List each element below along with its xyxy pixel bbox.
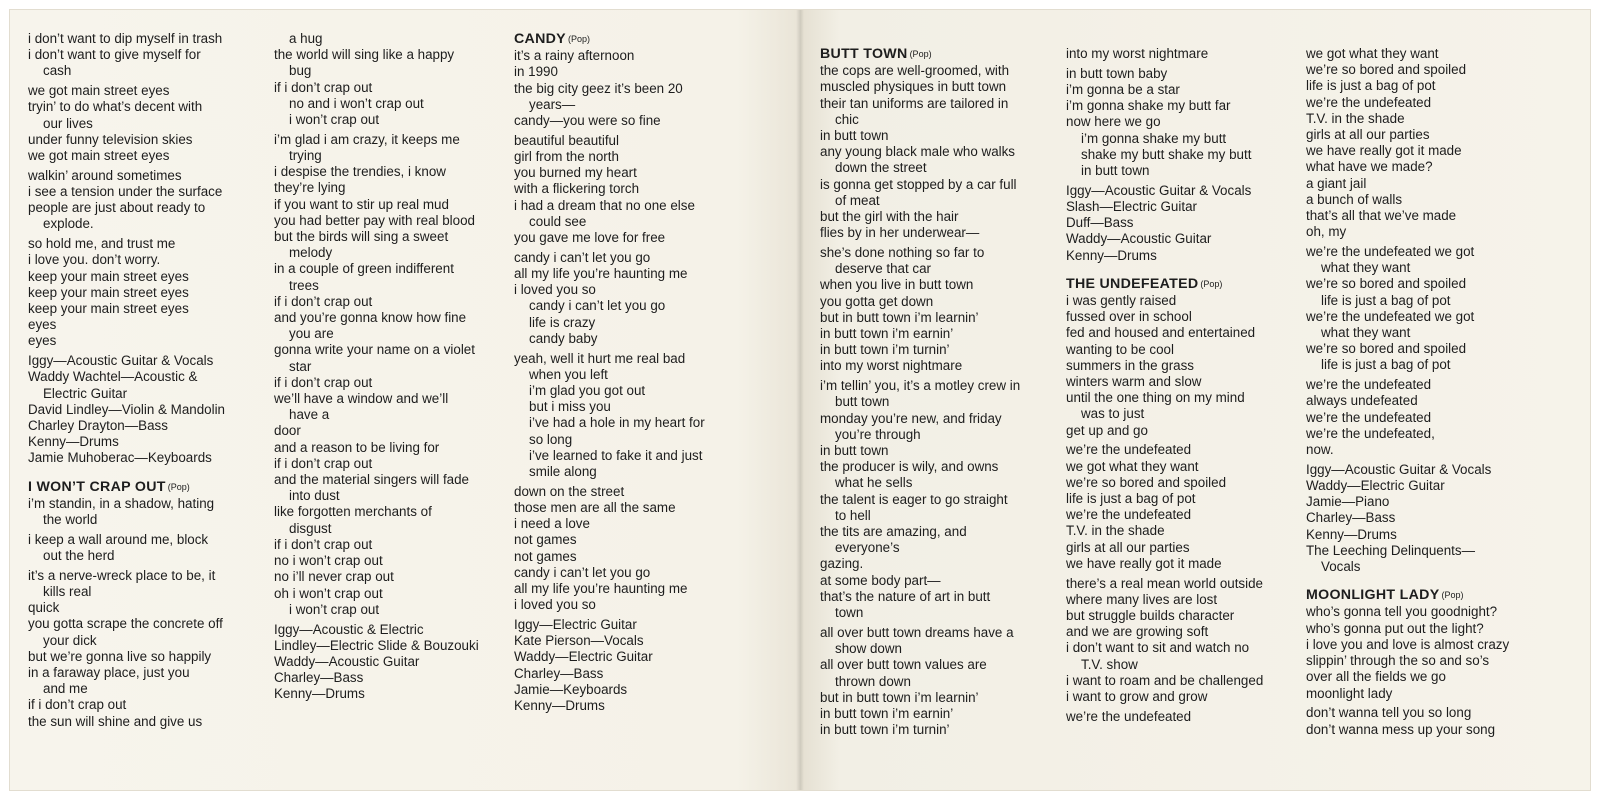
- lyric-line: i don’t want to give myself for: [28, 47, 201, 63]
- lyric-line: all my life you’re haunting me: [514, 581, 688, 597]
- lyric-line: the tits are amazing, and: [820, 524, 967, 540]
- lyric-line: summers in the grass: [1066, 357, 1194, 373]
- lyric-stanza: [514, 351, 742, 481]
- lyric-line: chic: [835, 111, 859, 127]
- lyric-line: Waddy—Acoustic Guitar: [274, 653, 420, 669]
- lyric-line: Charley—Bass: [274, 670, 364, 686]
- lyric-line: in butt town i’m turnin’: [820, 722, 950, 738]
- lyric-line: we got main street eyes: [28, 148, 170, 164]
- lyric-line: Charley—Bass: [514, 665, 604, 681]
- lyric-line: i’m tellin’ you, it’s a motley crew in: [820, 378, 1021, 394]
- lyric-line: i was gently raised: [1066, 293, 1177, 309]
- lyric-line: who’s gonna tell you goodnight?: [1306, 604, 1498, 620]
- lyric-line: they’re lying: [274, 180, 346, 196]
- lyric-line: with a flickering torch: [514, 181, 640, 197]
- lyric-line: what have we made?: [1306, 159, 1433, 175]
- lyric-line: who’s gonna put out the light?: [1306, 620, 1484, 636]
- lyric-line: Kate Pierson—Vocals: [514, 633, 644, 649]
- lyric-line: and you’re gonna know how fine: [274, 310, 467, 326]
- lyric-line: a giant jail: [1306, 175, 1367, 191]
- lyric-line: down the street: [835, 160, 927, 176]
- lyric-line: not games: [514, 548, 577, 564]
- lyric-line: i love you and love is almost crazy: [1306, 636, 1510, 652]
- lyric-line: butt town: [835, 394, 890, 410]
- lyric-line: was to just: [1081, 406, 1145, 422]
- lyric-stanza: [28, 353, 256, 466]
- lyric-line: Slash—Electric Guitar: [1066, 199, 1197, 215]
- lyric-line: there’s a real mean world outside: [1066, 575, 1264, 591]
- lyric-line: life is just a bag of pot: [1066, 491, 1196, 507]
- lyric-line: candy i can’t let you go: [529, 298, 666, 314]
- lyric-line: monday you’re new, and friday: [820, 410, 1002, 426]
- lyric-line: all my life you’re haunting me: [514, 266, 688, 282]
- lyric-line: a bunch of walls: [1306, 191, 1403, 207]
- lyric-line: i’m glad you got out: [529, 383, 646, 399]
- lyric-stanza: [28, 31, 256, 80]
- lyric-line: so long: [529, 431, 573, 447]
- lyric-line: gonna write your name on a violet: [274, 342, 475, 358]
- lyric-line: if i don’t crap out: [274, 79, 373, 95]
- lyric-line: those men are all the same: [514, 500, 676, 516]
- lyric-line: into my worst nightmare: [820, 358, 963, 374]
- lyric-line: Kenny—Drums: [1306, 526, 1397, 542]
- lyric-line: Vocals: [1321, 559, 1361, 575]
- lyric-line: tryin’ to do what’s decent with: [28, 99, 203, 115]
- lyric-stanza: [28, 83, 256, 164]
- lyric-line: you had better pay with real blood: [274, 212, 475, 228]
- lyric-line: T.V. show: [1081, 656, 1138, 672]
- lyric-line: a hug: [289, 31, 323, 46]
- lyric-line: smile along: [529, 464, 597, 480]
- lyric-line: door: [274, 423, 301, 439]
- lyric-line: we have really got it made: [1066, 555, 1222, 571]
- lyric-line: Charley—Bass: [1306, 510, 1396, 526]
- lyric-line: any young black male who walks: [820, 144, 1016, 160]
- lyric-line: life is just a bag of pot: [1321, 357, 1451, 373]
- lyric-line: in butt town i’m earnin’: [820, 326, 954, 342]
- genre-tag: (Pop): [1441, 590, 1464, 601]
- song-title: [28, 479, 256, 495]
- lyric-line: thrown down: [835, 673, 911, 689]
- lyric-line: Waddy—Electric Guitar: [514, 649, 653, 665]
- lyric-stanza: [514, 617, 742, 714]
- genre-tag: (Pop): [567, 34, 590, 44]
- lyric-line: we got what they want: [1306, 46, 1439, 61]
- lyric-stanza: [274, 132, 502, 618]
- lyric-stanza: [1066, 66, 1294, 179]
- lyric-line: like forgotten merchants of: [274, 504, 432, 520]
- song-title: [1306, 587, 1534, 603]
- lyric-line: the world: [43, 512, 98, 528]
- lyric-line: i see a tension under the surface: [28, 184, 223, 200]
- lyric-line: at some body part—: [820, 572, 941, 588]
- lyric-line: and me: [43, 681, 88, 697]
- lyric-line: what they want: [1321, 260, 1411, 276]
- lyrics-column-4: [820, 46, 1048, 742]
- lyric-line: Electric Guitar: [43, 385, 128, 401]
- lyric-line: don’t wanna mess up your song: [1306, 721, 1496, 737]
- lyric-stanza: [1066, 293, 1294, 439]
- lyric-line: we’re the undefeated,: [1306, 425, 1435, 441]
- lyric-line: in 1990: [514, 64, 558, 80]
- lyric-line: in a couple of green indifferent: [274, 261, 454, 277]
- lyric-line: i’m gonna shake my butt: [1081, 130, 1227, 146]
- lyric-line: girls at all our parties: [1066, 539, 1190, 555]
- lyric-line: i need a love: [514, 516, 590, 532]
- lyric-line: i’m gonna be a star: [1066, 82, 1180, 97]
- lyric-line: we’re so bored and spoiled: [1306, 62, 1467, 78]
- lyric-stanza: [1066, 183, 1294, 264]
- lyric-line: i want to grow and grow: [1066, 689, 1208, 705]
- lyric-line: Iggy—Acoustic & Electric: [274, 621, 424, 637]
- lyric-line: we’re the undefeated we got: [1306, 244, 1475, 260]
- lyric-line: in butt town i’m turnin’: [820, 342, 950, 358]
- lyric-stanza: [1306, 244, 1534, 374]
- lyric-line: T.V. in the shade: [1066, 523, 1165, 539]
- lyric-stanza: [514, 133, 742, 246]
- lyric-line: that’s the nature of art in butt: [820, 588, 991, 604]
- lyric-line: girl from the north: [514, 149, 619, 165]
- lyric-line: in butt town baby: [1066, 65, 1168, 81]
- lyric-stanza: [1306, 705, 1534, 737]
- lyric-line: girls at all our parties: [1306, 127, 1430, 143]
- lyric-line: the cops are well-groomed, with: [820, 63, 1010, 79]
- lyric-line: when you live in butt town: [820, 277, 974, 293]
- lyric-line: that’s all that we’ve made: [1306, 208, 1457, 224]
- lyric-line: Duff—Bass: [1066, 215, 1134, 231]
- lyric-stanza: [1306, 46, 1534, 240]
- lyric-line: bug: [289, 63, 312, 79]
- lyric-line: but in butt town i’m learnin’: [820, 309, 979, 325]
- lyric-line: Kenny—Drums: [28, 434, 119, 450]
- lyric-line: down on the street: [514, 483, 625, 499]
- lyric-stanza: [28, 168, 256, 233]
- lyric-line: under funny television skies: [28, 131, 193, 147]
- song-title-text: BUTT TOWN: [820, 46, 908, 62]
- lyric-line: it’s a rainy afternoon: [514, 48, 635, 64]
- lyric-line: no i won’t crap out: [274, 553, 383, 569]
- lyric-line: our lives: [43, 115, 93, 131]
- lyric-line: what they want: [1321, 325, 1411, 341]
- lyric-line: Waddy Wachtel—Acoustic &: [28, 369, 198, 385]
- lyric-line: in a faraway place, just you: [28, 665, 190, 681]
- lyric-line: but the girl with the hair: [820, 209, 959, 225]
- lyric-line: Jamie—Piano: [1306, 494, 1390, 510]
- lyric-line: walkin’ around sometimes: [28, 167, 182, 183]
- lyric-line: disgust: [289, 520, 332, 536]
- lyric-line: i loved you so: [514, 597, 596, 613]
- lyric-line: you’re through: [835, 426, 921, 442]
- lyric-line: the sun will shine and give us: [28, 713, 203, 729]
- lyric-line: show down: [835, 641, 902, 657]
- lyric-line: we got what they want: [1066, 458, 1199, 474]
- lyric-line: you gave me love for free: [514, 230, 666, 246]
- lyric-line: get up and go: [1066, 422, 1148, 438]
- song-title: [820, 46, 1048, 62]
- lyric-line: Charley Drayton—Bass: [28, 418, 168, 434]
- lyric-line: if i don’t crap out: [274, 374, 373, 390]
- lyric-line: but the birds will sing a sweet: [274, 229, 449, 245]
- lyric-line: you burned my heart: [514, 165, 637, 181]
- lyric-line: you gotta scrape the concrete off: [28, 616, 223, 632]
- lyric-line: we’re the undefeated we got: [1306, 308, 1475, 324]
- lyric-line: we’re the undefeated: [1306, 94, 1432, 110]
- lyric-line: Lindley—Electric Slide & Bouzouki: [274, 637, 479, 653]
- lyric-line: always undefeated: [1306, 393, 1418, 409]
- lyric-line: i won’t crap out: [289, 601, 380, 617]
- lyric-line: what he sells: [835, 475, 913, 491]
- lyric-stanza: [1066, 46, 1294, 62]
- lyric-line: years—: [529, 96, 576, 112]
- lyric-line: now here we go: [1066, 114, 1161, 130]
- lyric-line: eyes: [28, 333, 57, 349]
- lyric-line: Jamie—Keyboards: [514, 681, 628, 697]
- song-title-text: MOONLIGHT LADY: [1306, 587, 1440, 604]
- lyric-line: we have really got it made: [1306, 143, 1462, 159]
- lyric-line: out the herd: [43, 548, 115, 564]
- song-title-text: THE UNDEFEATED: [1066, 275, 1199, 292]
- lyric-line: we’re so bored and spoiled: [1306, 341, 1467, 357]
- lyric-line: candy i can’t let you go: [514, 249, 651, 265]
- lyric-line: keep your main street eyes: [28, 268, 189, 284]
- lyric-stanza: [820, 63, 1048, 241]
- lyric-line: Jamie Muhoberac—Keyboards: [28, 450, 212, 466]
- lyric-line: i despise the trendies, i know: [274, 164, 446, 180]
- lyric-line: Waddy—Electric Guitar: [1306, 478, 1445, 494]
- lyric-line: if i don’t crap out: [274, 455, 373, 471]
- lyric-line: but struggle builds character: [1066, 608, 1235, 624]
- lyric-line: into my worst nightmare: [1066, 46, 1209, 61]
- lyric-line: we’ll have a window and we’ll: [274, 391, 449, 407]
- lyric-line: the big city geez it’s been 20: [514, 80, 683, 96]
- lyric-stanza: [514, 250, 742, 347]
- genre-tag: (Pop): [167, 481, 190, 492]
- lyric-line: if i don’t crap out: [28, 697, 127, 713]
- lyric-line: slippin’ through the so and so’s: [1306, 653, 1490, 669]
- lyric-line: in butt town: [1081, 163, 1150, 179]
- lyric-line: moonlight lady: [1306, 685, 1393, 701]
- lyric-stanza: [1066, 576, 1294, 706]
- lyric-line: until the one thing on my mind: [1066, 390, 1245, 406]
- lyric-line: Iggy—Acoustic Guitar & Vocals: [1306, 461, 1492, 477]
- lyric-line: oh i won’t crap out: [274, 585, 383, 601]
- lyric-stanza: [1306, 462, 1534, 575]
- lyric-line: you gotta get down: [820, 293, 934, 309]
- lyric-line: it’s a nerve-wreck place to be, it: [28, 567, 216, 583]
- lyric-stanza: [820, 625, 1048, 738]
- lyric-line: deserve that car: [835, 261, 932, 277]
- lyric-line: i’m glad i am crazy, it keeps me: [274, 131, 460, 147]
- lyric-line: i’ve learned to fake it and just: [529, 447, 703, 463]
- lyric-line: yeah, well it hurt me real bad: [514, 350, 686, 366]
- lyric-line: all over butt town values are: [820, 657, 987, 673]
- lyric-stanza: [274, 622, 502, 703]
- lyric-line: we’re the undefeated: [1066, 442, 1192, 458]
- lyric-stanza: [1306, 377, 1534, 458]
- lyric-line: she’s done nothing so far to: [820, 245, 985, 261]
- lyric-line: no and i won’t crap out: [289, 95, 424, 111]
- lyric-line: T.V. in the shade: [1306, 110, 1405, 126]
- lyric-line: life is crazy: [529, 314, 596, 330]
- lyric-stanza: [820, 378, 1048, 621]
- lyric-line: you are: [289, 326, 334, 342]
- lyric-line: and we are growing soft: [1066, 624, 1209, 640]
- lyric-line: i love you. don’t worry.: [28, 252, 161, 268]
- lyric-line: in butt town: [820, 443, 889, 459]
- lyric-line: don’t wanna tell you so long: [1306, 705, 1472, 721]
- lyric-line: Kenny—Drums: [1066, 247, 1157, 263]
- lyric-line: quick: [28, 600, 60, 616]
- lyric-line: and a reason to be living for: [274, 439, 440, 455]
- lyric-stanza: [1066, 709, 1294, 725]
- lyric-line: so hold me, and trust me: [28, 236, 176, 252]
- lyric-line: your dick: [43, 632, 97, 648]
- lyric-line: The Leeching Delinquents—: [1306, 542, 1475, 558]
- lyric-line: Kenny—Drums: [514, 698, 605, 714]
- lyric-line: life is just a bag of pot: [1306, 78, 1436, 94]
- lyric-line: all over butt town dreams have a: [820, 624, 1014, 640]
- lyric-stanza: [274, 31, 502, 128]
- lyrics-column-5: [1066, 46, 1294, 729]
- lyric-line: the producer is wily, and owns: [820, 459, 999, 475]
- lyric-line: in butt town i’m earnin’: [820, 705, 954, 721]
- lyrics-column-6: [1306, 46, 1534, 741]
- lyric-line: where many lives are lost: [1066, 591, 1218, 607]
- lyric-stanza: [1066, 442, 1294, 572]
- lyric-line: kills real: [43, 584, 92, 600]
- lyric-stanza: [28, 496, 256, 528]
- lyric-line: trees: [289, 277, 319, 293]
- lyric-line: i keep a wall around me, block: [28, 531, 209, 547]
- lyric-line: if you want to stir up real mud: [274, 196, 449, 212]
- lyric-line: Iggy—Acoustic Guitar & Vocals: [1066, 182, 1252, 198]
- lyric-line: star: [289, 358, 312, 374]
- lyrics-column-1: [28, 31, 256, 733]
- lyric-line: i’ve had a hole in my heart for: [529, 415, 705, 431]
- lyric-line: the talent is eager to go straight: [820, 491, 1008, 507]
- lyric-line: cash: [43, 63, 72, 79]
- lyric-line: candy—you were so fine: [514, 113, 661, 129]
- lyric-line: i loved you so: [514, 282, 596, 298]
- lyric-line: i had a dream that no one else: [514, 197, 695, 213]
- lyric-line: wanting to be cool: [1066, 341, 1174, 357]
- lyric-line: of meat: [835, 192, 880, 208]
- lyric-line: oh, my: [1306, 224, 1347, 240]
- lyric-line: i don’t want to sit and watch no: [1066, 640, 1250, 656]
- lyric-line: fed and housed and entertained: [1066, 325, 1256, 341]
- lyric-line: we got main street eyes: [28, 83, 170, 99]
- lyric-line: trying: [289, 148, 322, 164]
- lyric-line: now.: [1306, 442, 1334, 458]
- lyric-line: town: [835, 605, 864, 621]
- song-title-text: I WON’T CRAP OUT: [28, 478, 166, 495]
- lyric-line: but i miss you: [529, 399, 611, 415]
- genre-tag: (Pop): [909, 49, 932, 59]
- lyric-line: we’re so bored and spoiled: [1066, 474, 1227, 490]
- lyric-line: fussed over in school: [1066, 309, 1192, 325]
- lyric-line: but we’re gonna live so happily: [28, 648, 212, 664]
- genre-tag: (Pop): [1200, 278, 1223, 289]
- lyric-line: we’re the undefeated: [1306, 409, 1432, 425]
- song-title: [514, 31, 742, 47]
- lyric-line: candy baby: [529, 330, 598, 346]
- lyric-line: life is just a bag of pot: [1321, 292, 1451, 308]
- lyric-line: have a: [289, 407, 330, 423]
- lyrics-column-2: [274, 31, 502, 706]
- lyric-line: Iggy—Acoustic Guitar & Vocals: [28, 353, 214, 369]
- lyric-line: in butt town: [820, 128, 889, 144]
- lyric-line: muscled physiques in butt town: [820, 79, 1007, 95]
- lyric-line: i want to roam and be challenged: [1066, 672, 1264, 688]
- lyric-line: beautiful beautiful: [514, 132, 619, 148]
- lyric-line: explode.: [43, 216, 94, 232]
- lyric-line: over all the fields we go: [1306, 669, 1446, 685]
- lyric-line: Waddy—Acoustic Guitar: [1066, 231, 1212, 247]
- lyric-line: Kenny—Drums: [274, 686, 365, 702]
- lyric-line: eyes: [28, 317, 57, 333]
- lyric-stanza: [1306, 604, 1534, 701]
- lyric-line: to hell: [835, 507, 871, 523]
- lyric-line: into dust: [289, 488, 340, 504]
- lyric-line: keep your main street eyes: [28, 284, 189, 300]
- lyric-line: and the material singers will fade: [274, 472, 470, 488]
- lyric-line: if i don’t crap out: [274, 536, 373, 552]
- lyric-line: Iggy—Electric Guitar: [514, 617, 637, 633]
- lyric-line: i don’t want to dip myself in trash: [28, 31, 223, 46]
- lyric-stanza: [514, 48, 742, 129]
- lyric-line: no i’ll never crap out: [274, 569, 394, 585]
- lyric-line: shake my butt shake my butt: [1081, 146, 1252, 162]
- lyric-line: keep your main street eyes: [28, 301, 189, 317]
- lyric-line: not games: [514, 532, 577, 548]
- lyric-line: gazing.: [820, 556, 864, 572]
- lyric-line: the world will sing like a happy: [274, 47, 455, 63]
- lyric-stanza: [820, 245, 1048, 375]
- lyric-stanza: [28, 532, 256, 564]
- lyric-line: we’re the undefeated: [1306, 377, 1432, 393]
- lyric-line: is gonna get stopped by a car full: [820, 176, 1017, 192]
- lyric-line: we’re so bored and spoiled: [1306, 276, 1467, 292]
- lyric-line: everyone’s: [835, 540, 900, 556]
- lyric-line: people are just about ready to: [28, 200, 206, 216]
- lyric-line: if i don’t crap out: [274, 293, 373, 309]
- lyric-line: winters warm and slow: [1066, 374, 1202, 390]
- lyric-stanza: [28, 568, 256, 730]
- lyric-line: i won’t crap out: [289, 112, 380, 128]
- lyric-line: their tan uniforms are tailored in: [820, 95, 1009, 111]
- lyric-line: i’m gonna shake my butt far: [1066, 98, 1231, 114]
- lyric-stanza: [28, 236, 256, 349]
- song-title: [1066, 276, 1294, 292]
- lyric-stanza: [514, 484, 742, 614]
- lyric-line: we’re the undefeated: [1066, 708, 1192, 724]
- song-title-text: CANDY: [514, 31, 566, 47]
- lyric-line: when you left: [529, 366, 608, 382]
- lyric-line: we’re the undefeated: [1066, 507, 1192, 523]
- lyric-line: flies by in her underwear—: [820, 225, 980, 241]
- booklet-fold: [796, 10, 804, 790]
- lyric-line: David Lindley—Violin & Mandolin: [28, 401, 226, 417]
- lyric-line: melody: [289, 245, 333, 261]
- lyric-line: could see: [529, 213, 587, 229]
- lyric-line: but in butt town i’m learnin’: [820, 689, 979, 705]
- lyric-line: candy i can’t let you go: [514, 564, 651, 580]
- lyric-line: i’m standin, in a shadow, hating: [28, 495, 215, 511]
- lyrics-column-3: [514, 31, 742, 718]
